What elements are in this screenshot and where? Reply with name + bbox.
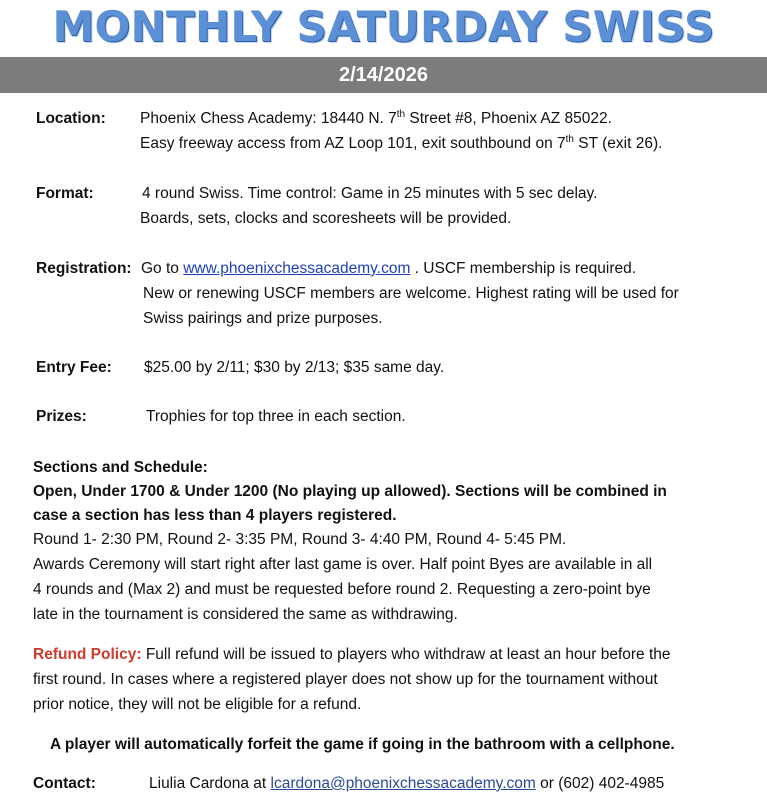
contact-phone: or (602) 402-4985 bbox=[535, 775, 665, 792]
contact-name: Liulia Cardona at bbox=[149, 775, 271, 792]
entry-fee-label: Entry Fee: bbox=[36, 359, 112, 376]
prizes-text: Trophies for top three in each section. bbox=[146, 408, 406, 425]
location-line-2-a: Easy freeway access from AZ Loop 101, exit southbound on 7 bbox=[140, 135, 566, 152]
location-line-2 bbox=[140, 131, 662, 156]
awards-line-2: 4 rounds and (Max 2) and must be requested before round 2. Requesting a zero-point bye bbox=[33, 581, 651, 598]
forfeit-notice: A player will automatically forfeit the game if going in the bathroom with a cellphone. bbox=[50, 736, 675, 753]
registration-uscf: . USCF membership is required. bbox=[410, 260, 637, 277]
registration-label: Registration: bbox=[36, 260, 132, 277]
registration-line-3: Swiss pairings and prize purposes. bbox=[143, 310, 383, 327]
location-line-2-b: ST (exit 26). bbox=[573, 135, 663, 152]
refund-line-3: prior notice, they will not be eligible for a refund. bbox=[33, 696, 362, 713]
contact-line bbox=[149, 771, 664, 796]
sections-heading: Sections and Schedule: bbox=[33, 459, 208, 476]
format-label: Format: bbox=[36, 185, 94, 202]
awards-line-1: Awards Ceremony will start right after last game is over. Half point Byes are available in all bbox=[33, 556, 653, 573]
contact-email-link[interactable]: lcardona@phoenixchessacademy.com bbox=[270, 775, 536, 792]
format-line-1: 4 round Swiss. Time control: Game in 25 minutes with 5 sec delay. bbox=[142, 185, 598, 202]
event-date-banner: 2/14/2026 bbox=[0, 57, 767, 93]
registration-line-2: New or renewing USCF members are welcome. Highest rating will be used for bbox=[143, 285, 679, 302]
location-label: Location: bbox=[36, 110, 106, 127]
academy-website-link[interactable]: www.phoenixchessacademy.com bbox=[183, 260, 411, 277]
location-line-1 bbox=[140, 106, 612, 131]
location-line-2-sup: th bbox=[565, 133, 574, 145]
format-line-2: Boards, sets, clocks and scoresheets will be provided. bbox=[140, 210, 512, 227]
location-line-1-sup: th bbox=[396, 108, 406, 120]
location-line-1-b: Street #8, Phoenix AZ 85022. bbox=[405, 110, 612, 127]
refund-text-1: Full refund will be issued to players who withdraw at least an hour before the bbox=[141, 646, 671, 663]
sections-bold-2: case a section has less than 4 players registered. bbox=[33, 507, 397, 524]
registration-goto: Go to bbox=[141, 260, 184, 277]
page-title: MONTHLY SATURDAY SWISS bbox=[52, 2, 715, 51]
prizes-label: Prizes: bbox=[36, 408, 87, 425]
refund-line-2: first round. In cases where a registered player does not show up for the tournament without bbox=[33, 671, 658, 688]
contact-label: Contact: bbox=[33, 775, 96, 792]
entry-fee-text: $25.00 by 2/11; $30 by 2/13; $35 same day. bbox=[144, 359, 445, 376]
registration-line-1 bbox=[141, 256, 636, 281]
location-line-1-a: Phoenix Chess Academy: 18440 N. 7 bbox=[140, 110, 397, 127]
awards-line-3: late in the tournament is considered the same as withdrawing. bbox=[33, 606, 458, 623]
round-schedule: Round 1- 2:30 PM, Round 2- 3:35 PM, Round 3- 4:40 PM, Round 4- 5:45 PM. bbox=[33, 531, 567, 548]
sections-bold-1: Open, Under 1700 & Under 1200 (No playing up allowed). Sections will be combined in bbox=[33, 483, 667, 500]
refund-policy-label: Refund Policy: bbox=[33, 646, 142, 663]
refund-line-1 bbox=[33, 642, 671, 667]
